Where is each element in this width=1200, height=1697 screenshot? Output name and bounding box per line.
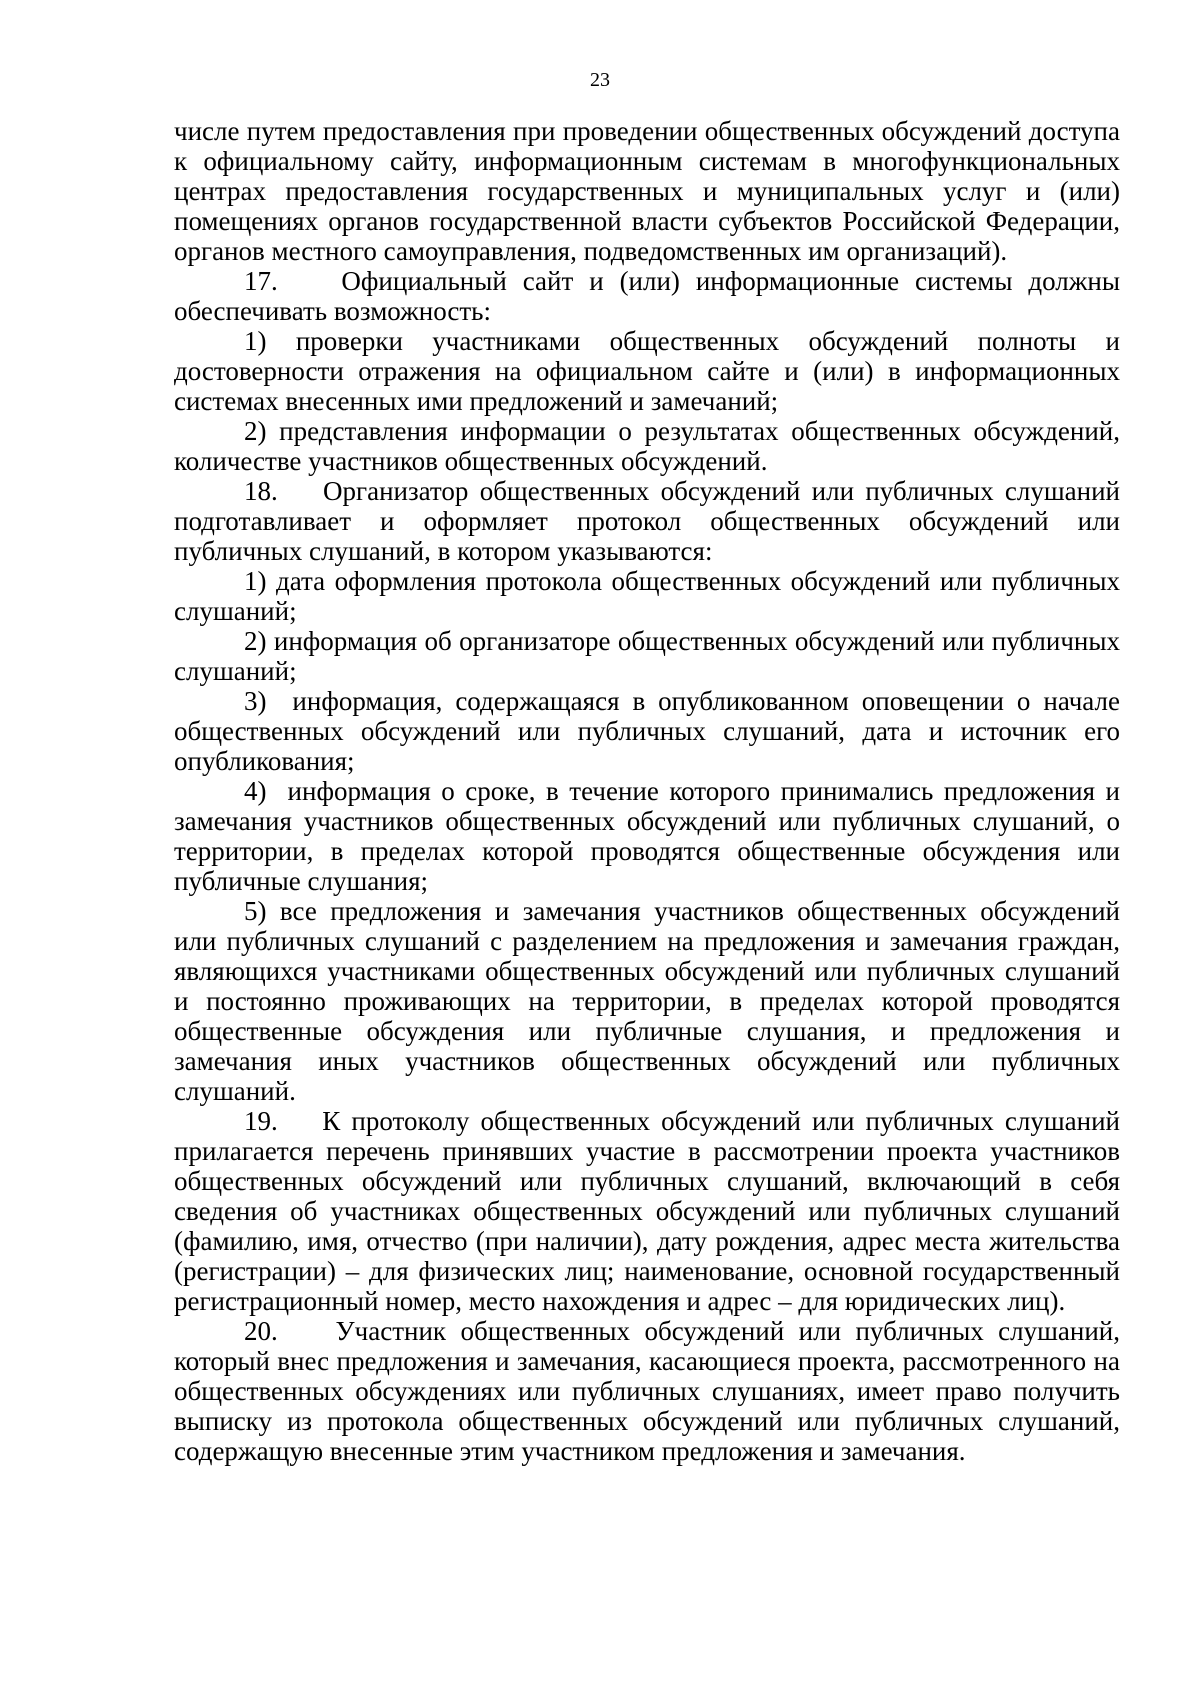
paragraph-item-20: 20. Участник общественных обсуждений или публичных слушаний, который внес предложения и замечания, касающиеся проекта, рассмотренного на общественных обсуждениях или публичных слушаниях, имеет право получить выписку из протокола общественных обсуждений или публичных слушаний, содержащую внесенные этим участником предложения и замечания. <box>174 1316 1120 1466</box>
paragraph-18-subitem-4: 4) информация о сроке, в течение которого принимались предложения и замечания участников общественных обсуждений или публичных слушаний, о территории, в пределах которой проводятся общественные обсуждения или публичные слушания; <box>174 776 1120 896</box>
paragraph-18-subitem-5: 5) все предложения и замечания участников общественных обсуждений или публичных слушаний с разделением на предложения и замечания граждан, являющихся участниками общественных обсуждений или публичных слушаний и постоянно проживающих на территории, в пределах которой проводятся общественные обсуждения или публичные слушания, и предложения и замечания иных участников общественных обсуждений или публичных слушаний. <box>174 896 1120 1106</box>
document-body <box>174 116 1120 1466</box>
paragraph-item-18: 18. Организатор общественных обсуждений или публичных слушаний подготавливает и оформляет протокол общественных обсуждений или публичных слушаний, в котором указываются: <box>174 476 1120 566</box>
paragraph-18-subitem-2: 2) информация об организаторе общественных обсуждений или публичных слушаний; <box>174 626 1120 686</box>
paragraph-18-subitem-1: 1) дата оформления протокола общественных обсуждений или публичных слушаний; <box>174 566 1120 626</box>
paragraph-17-subitem-1: 1) проверки участниками общественных обсуждений полноты и достоверности отражения на официальном сайте и (или) в информационных системах внесенных ими предложений и замечаний; <box>174 326 1120 416</box>
paragraph-item-17: 17. Официальный сайт и (или) информационные системы должны обеспечивать возможность: <box>174 266 1120 326</box>
page-number: 23 <box>590 69 610 91</box>
paragraph-18-subitem-3: 3) информация, содержащаяся в опубликованном оповещении о начале общественных обсуждений или публичных слушаний, дата и источник его опубликования; <box>174 686 1120 776</box>
paragraph-17-subitem-2: 2) представления информации о результатах общественных обсуждений, количестве участников общественных обсуждений. <box>174 416 1120 476</box>
paragraph-item-19: 19. К протоколу общественных обсуждений или публичных слушаний прилагается перечень принявших участие в рассмотрении проекта участников общественных обсуждений или публичных слушаний, включающий в себя сведения об участниках общественных обсуждений или публичных слушаний (фамилию, имя, отчество (при наличии), дату рождения, адрес места жительства (регистрации) – для физических лиц; наименование, основной государственный регистрационный номер, место нахождения и адрес – для юридических лиц). <box>174 1106 1120 1316</box>
paragraph-continuation: числе путем предоставления при проведении общественных обсуждений доступа к официальному сайту, информационным системам в многофункциональных центрах предоставления государственных и муниципальных услуг и (или) помещениях органов государственной власти субъектов Российской Федерации, органов местного самоуправления, подведомственных им организаций). <box>174 116 1120 266</box>
